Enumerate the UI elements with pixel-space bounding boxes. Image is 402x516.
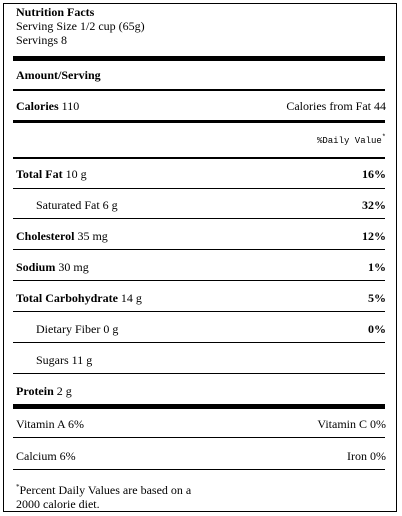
total-carbohydrate-row: Total Carbohydrate 14 g <box>16 291 142 305</box>
footnote-line-2: 2000 calorie diet. <box>16 497 100 511</box>
total-fat-dv: 16% <box>362 167 386 181</box>
sodium-dv: 1% <box>368 260 386 274</box>
dietary-fiber-row: Dietary Fiber 0 g <box>36 322 119 336</box>
serving-size: Serving Size 1/2 cup (65g) <box>16 19 145 33</box>
iron: Iron 0% <box>347 449 386 463</box>
divider <box>13 437 385 438</box>
divider <box>13 280 385 281</box>
total-fat-row: Total Fat 10 g <box>16 167 87 181</box>
sugars-row: Sugars 11 g <box>36 353 93 367</box>
thick-divider <box>13 404 385 409</box>
divider <box>13 120 385 123</box>
amount-serving-heading: Amount/Serving <box>16 68 101 82</box>
footnote-line-1: *Percent Daily Values are based on a <box>16 483 192 497</box>
cholesterol-dv: 12% <box>362 229 386 243</box>
divider <box>13 157 385 159</box>
cholesterol-row: Cholesterol 35 mg <box>16 229 108 243</box>
daily-value-header: %Daily Value* <box>316 134 386 146</box>
divider <box>13 249 385 250</box>
dietary-fiber-dv: 0% <box>368 322 386 336</box>
calories-label: Calories <box>16 99 59 113</box>
servings-per-container: Servings 8 <box>16 33 67 47</box>
protein-row: Protein 2 g <box>16 384 72 398</box>
divider <box>13 218 385 219</box>
thick-divider <box>13 56 385 61</box>
divider <box>13 89 385 91</box>
divider <box>13 342 385 343</box>
calories-row <box>16 100 79 112</box>
divider <box>13 469 385 470</box>
footnote-marker: * <box>16 483 20 491</box>
footnote-marker: * <box>381 134 386 142</box>
divider <box>13 311 385 312</box>
vitamin-a: Vitamin A 6% <box>16 417 84 431</box>
sodium-row: Sodium 30 mg <box>16 260 89 274</box>
vitamin-c: Vitamin C 0% <box>317 417 386 431</box>
saturated-fat-dv: 32% <box>362 198 386 212</box>
calories-value: 110 <box>61 99 80 113</box>
calcium: Calcium 6% <box>16 449 76 463</box>
calories-from-fat: Calories from Fat 44 <box>286 99 386 113</box>
total-carbohydrate-dv: 5% <box>368 291 386 305</box>
saturated-fat-row: Saturated Fat 6 g <box>36 198 118 212</box>
divider <box>13 373 385 374</box>
divider <box>13 188 385 189</box>
label-title: Nutrition Facts <box>16 5 95 19</box>
